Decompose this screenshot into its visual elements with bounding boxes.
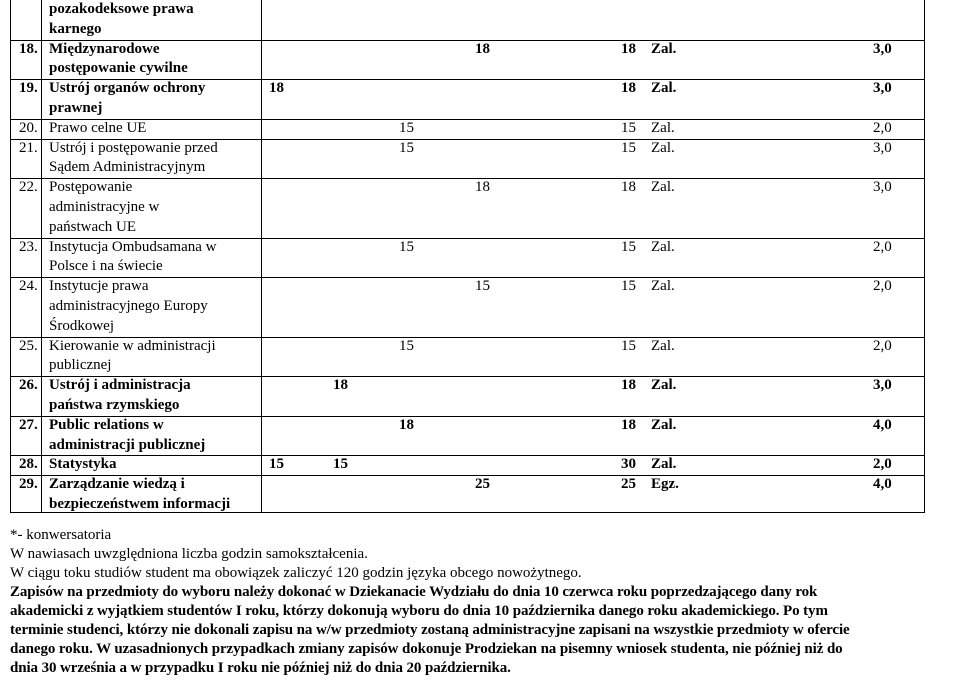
- cell-ects: 3,0: [873, 139, 892, 156]
- cell-hours-h1: 18: [269, 80, 284, 97]
- cell-total-hours: 15: [621, 238, 636, 255]
- cell-course-name: Ustrój i postępowanie przed: [49, 139, 218, 156]
- cell-form: Zal.: [651, 416, 677, 433]
- cell-number: 22.: [19, 179, 38, 196]
- cell-form: Zal.: [651, 139, 675, 156]
- cell-hours-h3: 15: [399, 238, 414, 255]
- cell-number: 28.: [19, 456, 38, 473]
- cell-course-name: Instytucja Ombudsamana w: [49, 238, 217, 255]
- cell-total-hours: 18: [621, 40, 636, 57]
- cell-ects: 4,0: [873, 416, 892, 433]
- cell-hours-h3: 18: [399, 416, 414, 433]
- cell-form: Zal.: [651, 456, 677, 473]
- cell-hours-h4: 15: [475, 278, 490, 295]
- cell-course-name: Instytucje prawa: [49, 278, 149, 295]
- note-zapisy-1: Zapisów na przedmioty do wyboru należy dokonać w Dziekanacie Wydziału do dnia 10 czerwca roku poprzedzającego dany rok: [10, 584, 818, 600]
- table-column-border: [261, 0, 262, 512]
- cell-form: Zal.: [651, 337, 675, 354]
- cell-hours-h1: 15: [269, 456, 284, 473]
- notes-section: [10, 526, 960, 678]
- table-row-border: [11, 178, 924, 179]
- cell-total-hours: 30: [621, 456, 636, 473]
- cell-total-hours: 15: [621, 337, 636, 354]
- cell-ects: 2,0: [873, 278, 892, 295]
- cell-number: 20.: [19, 119, 38, 136]
- cell-form: Zal.: [651, 278, 675, 295]
- cell-form: Zal.: [651, 119, 675, 136]
- cell-course-name: Ustrój organów ochrony: [49, 80, 206, 97]
- cell-course-name: Public relations w: [49, 416, 164, 433]
- table-row-border: [11, 119, 924, 120]
- cell-ects: 3,0: [873, 80, 892, 97]
- cell-form: Zal.: [651, 80, 677, 97]
- cell-total-hours: 18: [621, 377, 636, 394]
- note-zapisy-3: terminie studenci, którzy nie dokonali zapisu na w/w przedmioty zostaną administracyjne zapisani na wszystkie przedmioty w ofercie: [10, 622, 850, 638]
- cell-total-hours: 18: [621, 80, 636, 97]
- cell-number: 19.: [19, 80, 38, 97]
- cell-course-name: administracyjnego Europy: [49, 298, 208, 314]
- course-table: [10, 0, 925, 513]
- table-column-border: [41, 0, 42, 512]
- cell-course-name: Międzynarodowe: [49, 40, 160, 57]
- cell-course-name: prawnej: [49, 100, 103, 116]
- cell-course-name: bezpieczeństwem informacji: [49, 496, 231, 512]
- cell-hours-h4: 18: [475, 179, 490, 196]
- note-zapisy-4: danego roku. W uzasadnionych przypadkach zmiany zapisów dokonuje Prodziekan na pisemny wniosek studenta, nie później niż do: [10, 641, 843, 657]
- cell-ects: 2,0: [873, 456, 892, 473]
- cell-number: 18.: [19, 40, 38, 57]
- cell-number: 27.: [19, 416, 38, 433]
- cell-number: 29.: [19, 476, 38, 493]
- cell-ects: 3,0: [873, 377, 892, 394]
- cell-total-hours: 15: [621, 119, 636, 136]
- cell-form: Zal.: [651, 40, 677, 57]
- cell-form: Zal.: [651, 179, 675, 196]
- cell-total-hours: 25: [621, 476, 636, 493]
- cell-number: 23.: [19, 238, 38, 255]
- cell-course-name: Kierowanie w administracji: [49, 337, 216, 354]
- cell-number: 24.: [19, 278, 38, 295]
- cell-hours-h3: 15: [399, 337, 414, 354]
- cell-ects: 3,0: [873, 179, 892, 196]
- cell-course-name: Statystyka: [49, 456, 117, 473]
- note-samoksztalcenie: W nawiasach uwzględniona liczba godzin samokształcenia.: [10, 546, 368, 562]
- cell-total-hours: 18: [621, 416, 636, 433]
- cell-course-name: Prawo celne UE: [49, 119, 147, 136]
- note-jezyk-obcy: W ciągu toku studiów student ma obowiązek zaliczyć 120 godzin języka obcego nowożytnego.: [10, 565, 582, 581]
- cell-ects: 4,0: [873, 476, 892, 493]
- cell-total-hours: 15: [621, 139, 636, 156]
- table-row-border: [11, 455, 924, 456]
- cell-form: Egz.: [651, 476, 679, 493]
- cell-course-name: postępowanie cywilne: [49, 60, 188, 77]
- cell-ects: 3,0: [873, 40, 892, 57]
- cell-hours-h3: 15: [399, 139, 414, 156]
- cell-course-name: karnego: [49, 20, 102, 37]
- cell-course-name: administracyjne w: [49, 199, 160, 215]
- cell-course-name: Ustrój i administracja: [49, 377, 191, 394]
- cell-course-name: Zarządzanie wiedzą i: [49, 476, 185, 493]
- cell-course-name: Polsce i na świecie: [49, 258, 163, 275]
- cell-hours-h2: 15: [333, 456, 348, 473]
- cell-course-name: Sądem Administracyjnym: [49, 159, 206, 176]
- cell-course-name: Środkowej: [49, 317, 114, 334]
- cell-ects: 2,0: [873, 337, 892, 354]
- cell-number: 21.: [19, 139, 38, 156]
- cell-number: 26.: [19, 377, 38, 394]
- note-konwersatoria: *- konwersatoria: [10, 527, 112, 543]
- cell-course-name: pozakodeksowe prawa: [49, 1, 194, 17]
- cell-total-hours: 18: [621, 179, 636, 196]
- cell-hours-h4: 25: [475, 476, 490, 493]
- note-zapisy-5: dnia 30 września a w przypadku I roku nie później niż do dnia 20 października.: [10, 660, 511, 676]
- cell-ects: 2,0: [873, 238, 892, 255]
- cell-form: Zal.: [651, 238, 675, 255]
- cell-hours-h3: 15: [399, 119, 414, 136]
- cell-number: 25.: [19, 337, 38, 354]
- cell-course-name: państwach UE: [49, 218, 137, 235]
- note-zapisy-2: akademicki z wyjątkiem studentów I roku, którzy dokonują wyboru do dnia 10 października danego roku akademickiego. Po tym: [10, 603, 828, 619]
- cell-course-name: Postępowanie: [49, 179, 133, 196]
- cell-course-name: administracji publicznej: [49, 436, 206, 453]
- cell-hours-h2: 18: [333, 377, 348, 394]
- cell-course-name: państwa rzymskiego: [49, 397, 180, 413]
- cell-course-name: publicznej: [49, 357, 112, 374]
- cell-ects: 2,0: [873, 119, 892, 136]
- cell-hours-h4: 18: [475, 40, 490, 57]
- cell-form: Zal.: [651, 377, 677, 394]
- cell-total-hours: 15: [621, 278, 636, 295]
